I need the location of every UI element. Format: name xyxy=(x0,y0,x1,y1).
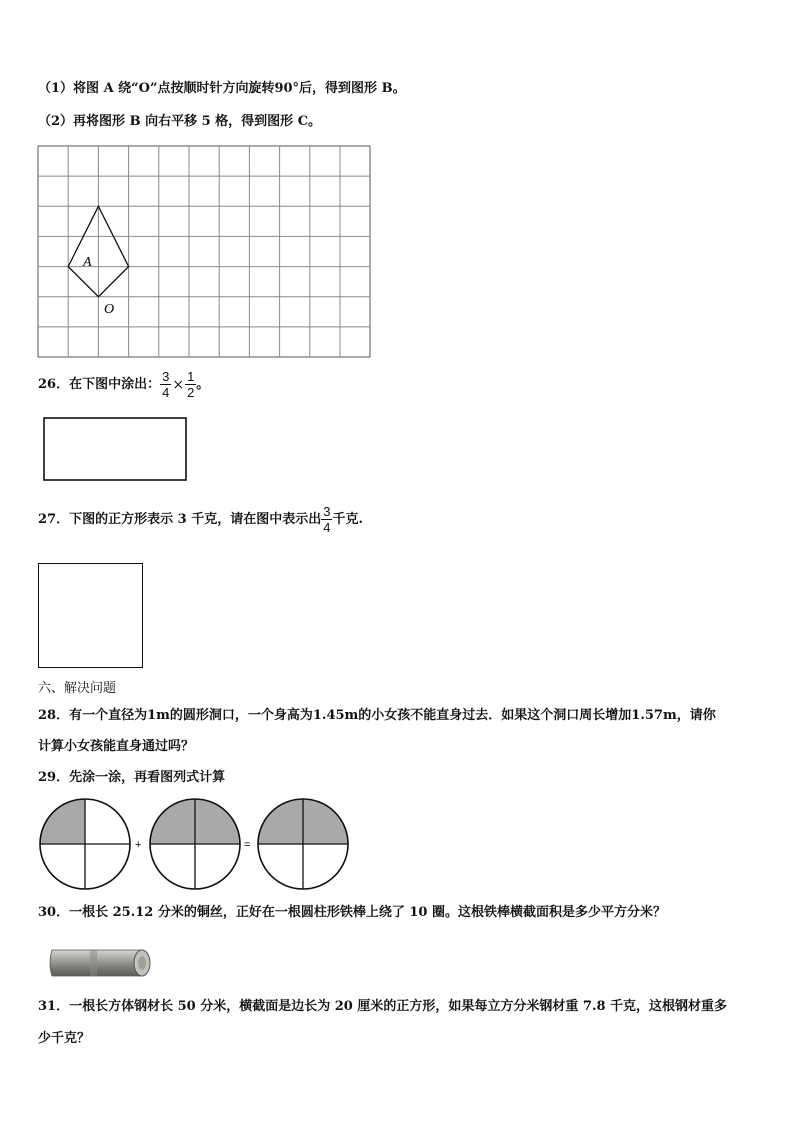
times-sign: × xyxy=(172,376,185,393)
fraction-3-4: $\frac{3}{4}$ xyxy=(162,369,170,400)
circle-1 xyxy=(40,799,130,889)
label-a: A xyxy=(83,255,92,270)
q27-square xyxy=(38,563,144,669)
q25-step1: （1）将图 A 绕“O”点按顺时针方向旋转90°后，得到图形 B。 xyxy=(38,81,406,96)
label-o: O xyxy=(104,302,115,317)
q27-suffix: 千克. xyxy=(332,512,363,527)
plus-sign: + xyxy=(135,839,142,851)
q29-circles xyxy=(38,797,358,893)
rotation-grid xyxy=(37,145,371,359)
q31-line1: 31．一根长方体钢材长 50 分米，横截面是边长为 20 厘米的正方形，如果每立方分米钢材重 7.8 千克，这根钢材重多 xyxy=(38,999,728,1014)
q27-prefix: 27．下图的正方形表示 3 千克，请在图中表示出 xyxy=(38,512,322,527)
q26-suffix: 。 xyxy=(196,377,210,392)
q31-line2: 少千克？ xyxy=(38,1031,91,1046)
equals-sign: = xyxy=(244,839,251,851)
q25-step2: （2）再将图形 B 向右平移 5 格，得到图形 C。 xyxy=(38,114,322,129)
q26-rectangle xyxy=(43,417,187,481)
q26-question xyxy=(38,369,209,400)
circle-2 xyxy=(150,799,240,889)
fraction-3-4-kg: $\frac{3}{4}$ xyxy=(323,504,331,535)
q29-text: 29．先涂一涂，再看图列式计算 xyxy=(38,770,226,785)
q28-line1: 28．有一个直径为1m的圆形洞口，一个身高为1.45m的小女孩不能直身过去．如果这个洞口周长增加1.57m，请你 xyxy=(38,708,716,723)
circle-3 xyxy=(258,799,348,889)
q28-line2: 计算小女孩能直身通过吗？ xyxy=(38,739,195,754)
iron-rod-image xyxy=(44,946,154,980)
q30-text: 30．一根长 25.12 分米的铜丝，正好在一根圆柱形铁棒上绕了 10 圈。这根铁棒横截面积是多少平方分米？ xyxy=(38,905,666,920)
q26-prefix: 26．在下图中涂出： xyxy=(38,377,161,392)
q27-question xyxy=(38,504,363,535)
section-heading: 六、解决问题 xyxy=(38,681,117,696)
fraction-1-2: $\frac{1}{2}$ xyxy=(187,369,195,400)
